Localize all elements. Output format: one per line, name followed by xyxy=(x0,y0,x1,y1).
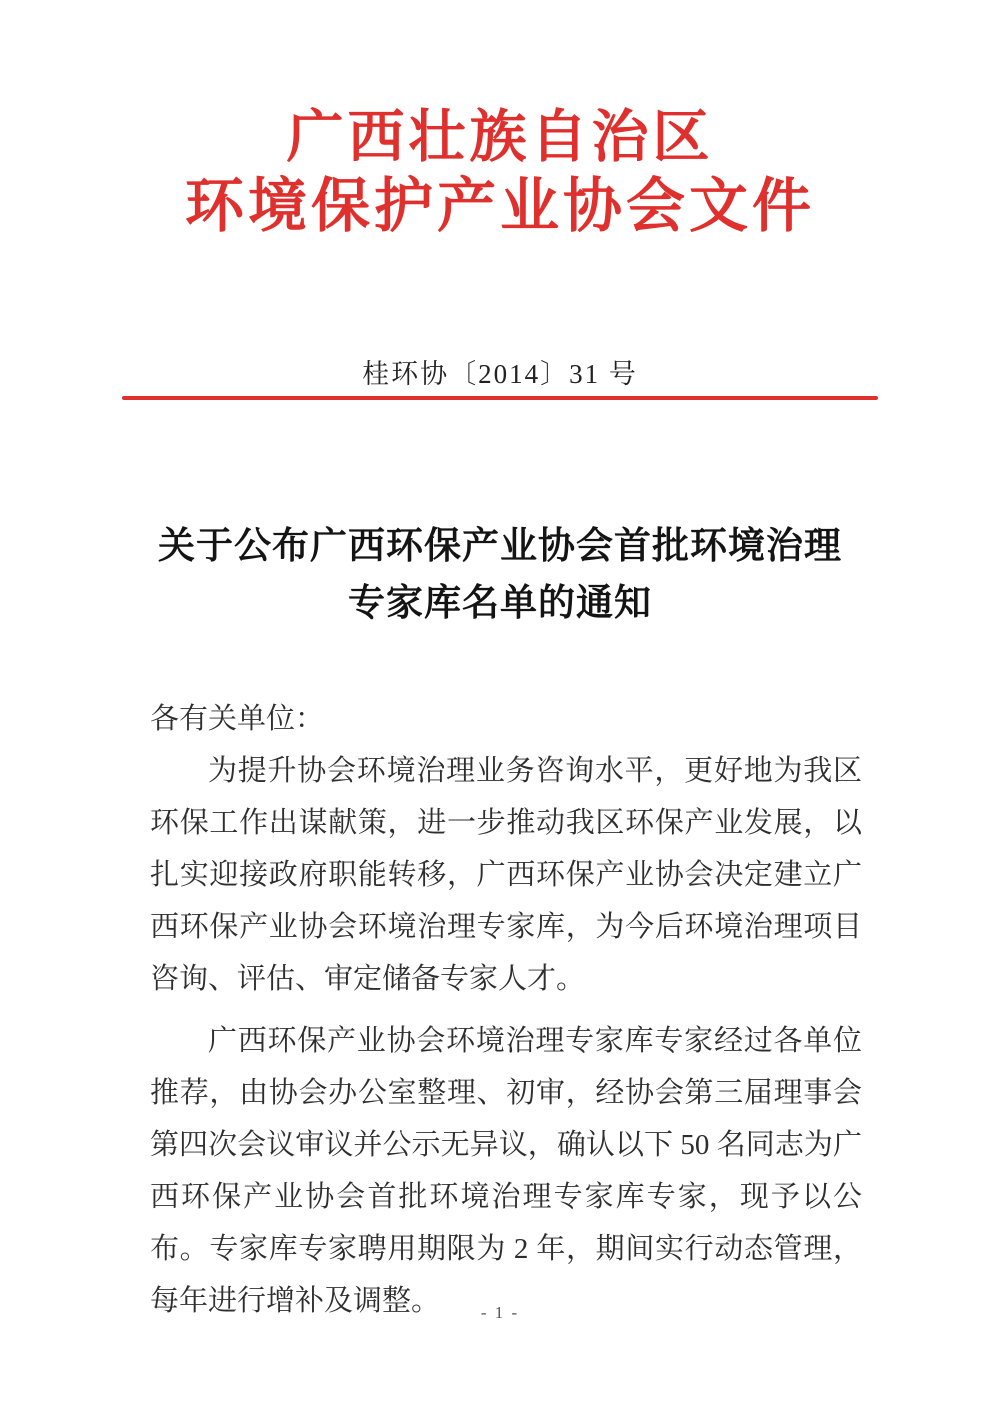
body-paragraph-2: 广西环保产业协会环境治理专家库专家经过各单位推荐，由协会办公室整理、初审，经协会第三届理事会第四次会议审议并公示无异议，确认以下 50 名同志为广西环保产业协会首批环境治理专家库专家，现予以公布。专家库专家聘用期限为 2 年，期间实行动态管理，每年进行增补及调整。 xyxy=(150,1025,862,1317)
red-divider-rule xyxy=(122,396,878,400)
document-number: 桂环协〔2014〕31 号 xyxy=(362,359,638,389)
document-title-line2: 专家库名单的通知 xyxy=(348,583,652,624)
letterhead-line1: 广西壮族自治区 xyxy=(286,106,714,169)
document-body xyxy=(150,693,862,1327)
salutation: 各有关单位： xyxy=(150,703,325,735)
letterhead xyxy=(0,104,1000,240)
document-title-line1: 关于公布广西环保产业协会首批环境治理 xyxy=(158,526,842,567)
document-title xyxy=(0,518,1000,632)
letterhead-line2: 环境保护产业协会文件 xyxy=(184,173,815,239)
page-number: - 1 - xyxy=(480,1303,520,1322)
body-paragraph-1: 为提升协会环境治理业务咨询水平，更好地为我区环保工作出谋献策，进一步推动我区环保产业发展，以扎实迎接政府职能转移，广西环保产业协会决定建立广西环保产业协会环境治理专家库，为今后环境治理项目咨询、评估、审定储备专家人才。 xyxy=(150,755,862,995)
